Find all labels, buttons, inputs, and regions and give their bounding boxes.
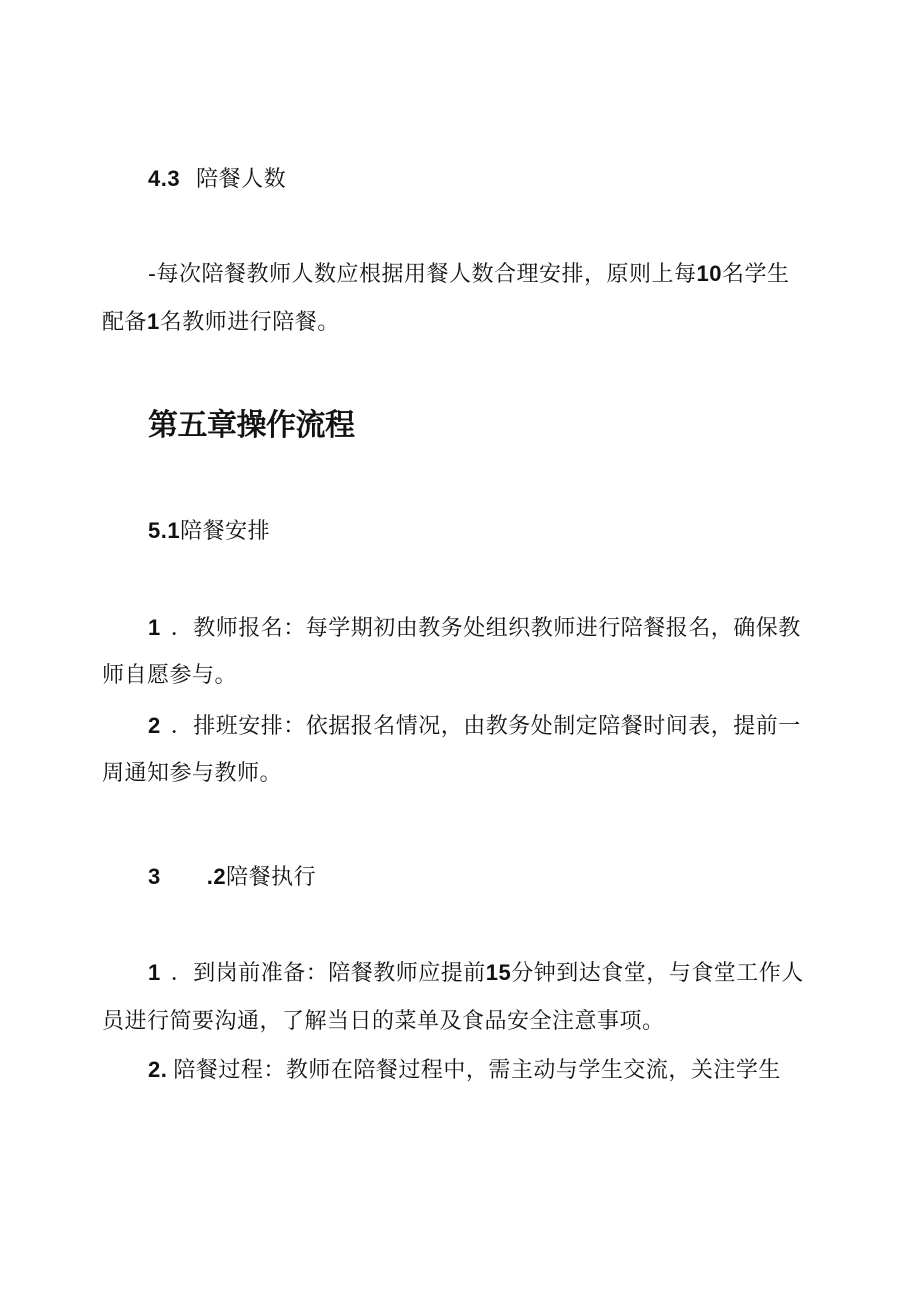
paragraph-text: -每次陪餐教师人数应根据用餐人数合理安排，原则上每	[148, 262, 697, 287]
section-5-1-item-1-line-2: 师自愿参与。	[102, 663, 238, 688]
chapter-5-title: 第五章操作流程	[148, 408, 355, 443]
item-text: 陪餐过程：教师在陪餐过程中，需主动与学生交流，关注学生	[173, 1058, 781, 1083]
section-5-1-item-1-line-1	[148, 613, 801, 644]
paragraph-text: 配备	[102, 310, 148, 335]
section-5-1-number: 5.1	[148, 518, 181, 543]
section-5-2-item-2-line-1	[148, 1055, 781, 1086]
paragraph-text: 名教师进行陪餐。	[159, 310, 340, 335]
section-5-1-title: 陪餐安排	[180, 519, 271, 544]
item-text: ．到岗前准备：陪餐教师应提前	[170, 961, 486, 986]
paragraph-number: 1	[147, 309, 160, 334]
section-4-3-paragraph-line-2	[102, 307, 340, 338]
paragraph-number: 10	[696, 261, 722, 286]
section-5-1-item-2-line-1	[148, 711, 801, 742]
section-4-3-heading	[148, 164, 286, 195]
item-inline-number: 15	[485, 960, 512, 985]
item-text: ．排班安排：依据报名情况，由教务处制定陪餐时间表，提前一	[170, 714, 801, 739]
section-5-2-heading	[148, 862, 316, 893]
section-4-3-paragraph-line-1	[148, 259, 789, 290]
section-4-3-number: 4.3	[148, 166, 181, 191]
section-5-2-title: 陪餐执行	[226, 865, 317, 890]
section-5-2-number-b: .2	[206, 864, 227, 889]
item-text: ．教师报名：每学期初由教务处组织教师进行陪餐报名，确保教	[170, 616, 801, 641]
item-number: 1	[148, 615, 161, 640]
section-5-1-heading	[148, 516, 270, 547]
section-4-3-title: 陪餐人数	[196, 167, 287, 192]
item-number: 2	[148, 713, 161, 738]
item-number: 1	[148, 960, 161, 985]
section-5-1-item-2-line-2: 周通知参与教师。	[102, 761, 283, 786]
paragraph-text: 名学生	[721, 262, 790, 287]
section-5-2-number-a: 3	[148, 864, 161, 889]
section-5-2-item-1-line-1	[148, 958, 804, 989]
section-5-2-item-1-line-2: 员进行简要沟通，了解当日的菜单及食品安全注意事项。	[102, 1009, 665, 1034]
item-number: 2.	[148, 1057, 168, 1082]
item-text: 分钟到达食堂，与食堂工作人	[511, 961, 804, 986]
